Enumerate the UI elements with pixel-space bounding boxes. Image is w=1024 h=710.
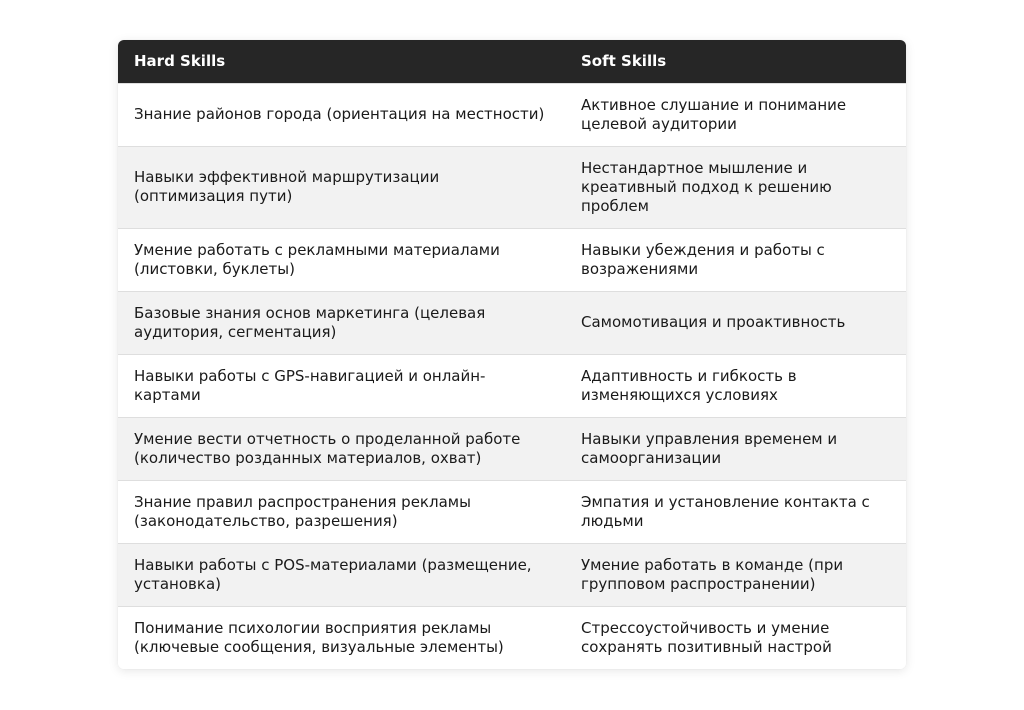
table-row [118,354,906,417]
table-row [118,543,906,606]
header-row [118,40,906,83]
cell-soft-skill: Стрессоустойчивость и умение сохранять позитивный настрой [581,618,832,656]
table-header [118,40,906,83]
cell-soft-skill: Умение работать в команде (при групповом распространении) [581,555,844,593]
cell-soft-skill: Активное слушание и понимание целевой аудитории [581,95,847,133]
table-row [118,480,906,543]
skills-table [118,40,906,669]
table-row [118,228,906,291]
cell-soft-skill: Эмпатия и установление контакта с людьми [581,492,870,530]
cell-hard-skill: Навыки эффективной маршрутизации (оптимизация пути) [134,168,440,205]
cell-soft-skill: Самомотивация и проактивность [581,313,846,331]
cell-hard-skill: Навыки работы с POS-материалами (размещение, установка) [134,555,532,593]
header-hard-skills: Hard Skills [134,52,226,71]
cell-soft-skill: Навыки убеждения и работы с возражениями [581,240,825,278]
cell-hard-skill: Умение вести отчетность о проделанной работе (количество розданных материалов, охват) [134,429,521,467]
table-body [118,83,906,669]
table-row [118,417,906,480]
cell-soft-skill: Адаптивность и гибкость в изменяющихся условиях [581,366,797,404]
cell-soft-skill: Нестандартное мышление и креативный подход к решению проблем [581,158,832,215]
table-row [118,83,906,146]
cell-hard-skill: Базовые знания основ маркетинга (целевая аудитория, сегментация) [134,303,486,341]
table-row [118,146,906,228]
cell-hard-skill: Умение работать с рекламными материалами (листовки, буклеты) [134,240,500,278]
cell-hard-skill: Знание правил распространения рекламы (законодательство, разрешения) [134,492,471,530]
table-row [118,291,906,354]
cell-hard-skill: Понимание психологии восприятия рекламы (ключевые сообщения, визуальные элементы) [134,618,504,656]
skills-table-container [118,40,906,669]
header-soft-skills: Soft Skills [581,52,667,71]
cell-soft-skill: Навыки управления временем и самоорганизации [581,429,838,467]
cell-hard-skill: Навыки работы с GPS-навигацией и онлайн-картами [134,366,486,404]
table-row [118,606,906,669]
cell-hard-skill: Знание районов города (ориентация на местности) [134,105,545,123]
